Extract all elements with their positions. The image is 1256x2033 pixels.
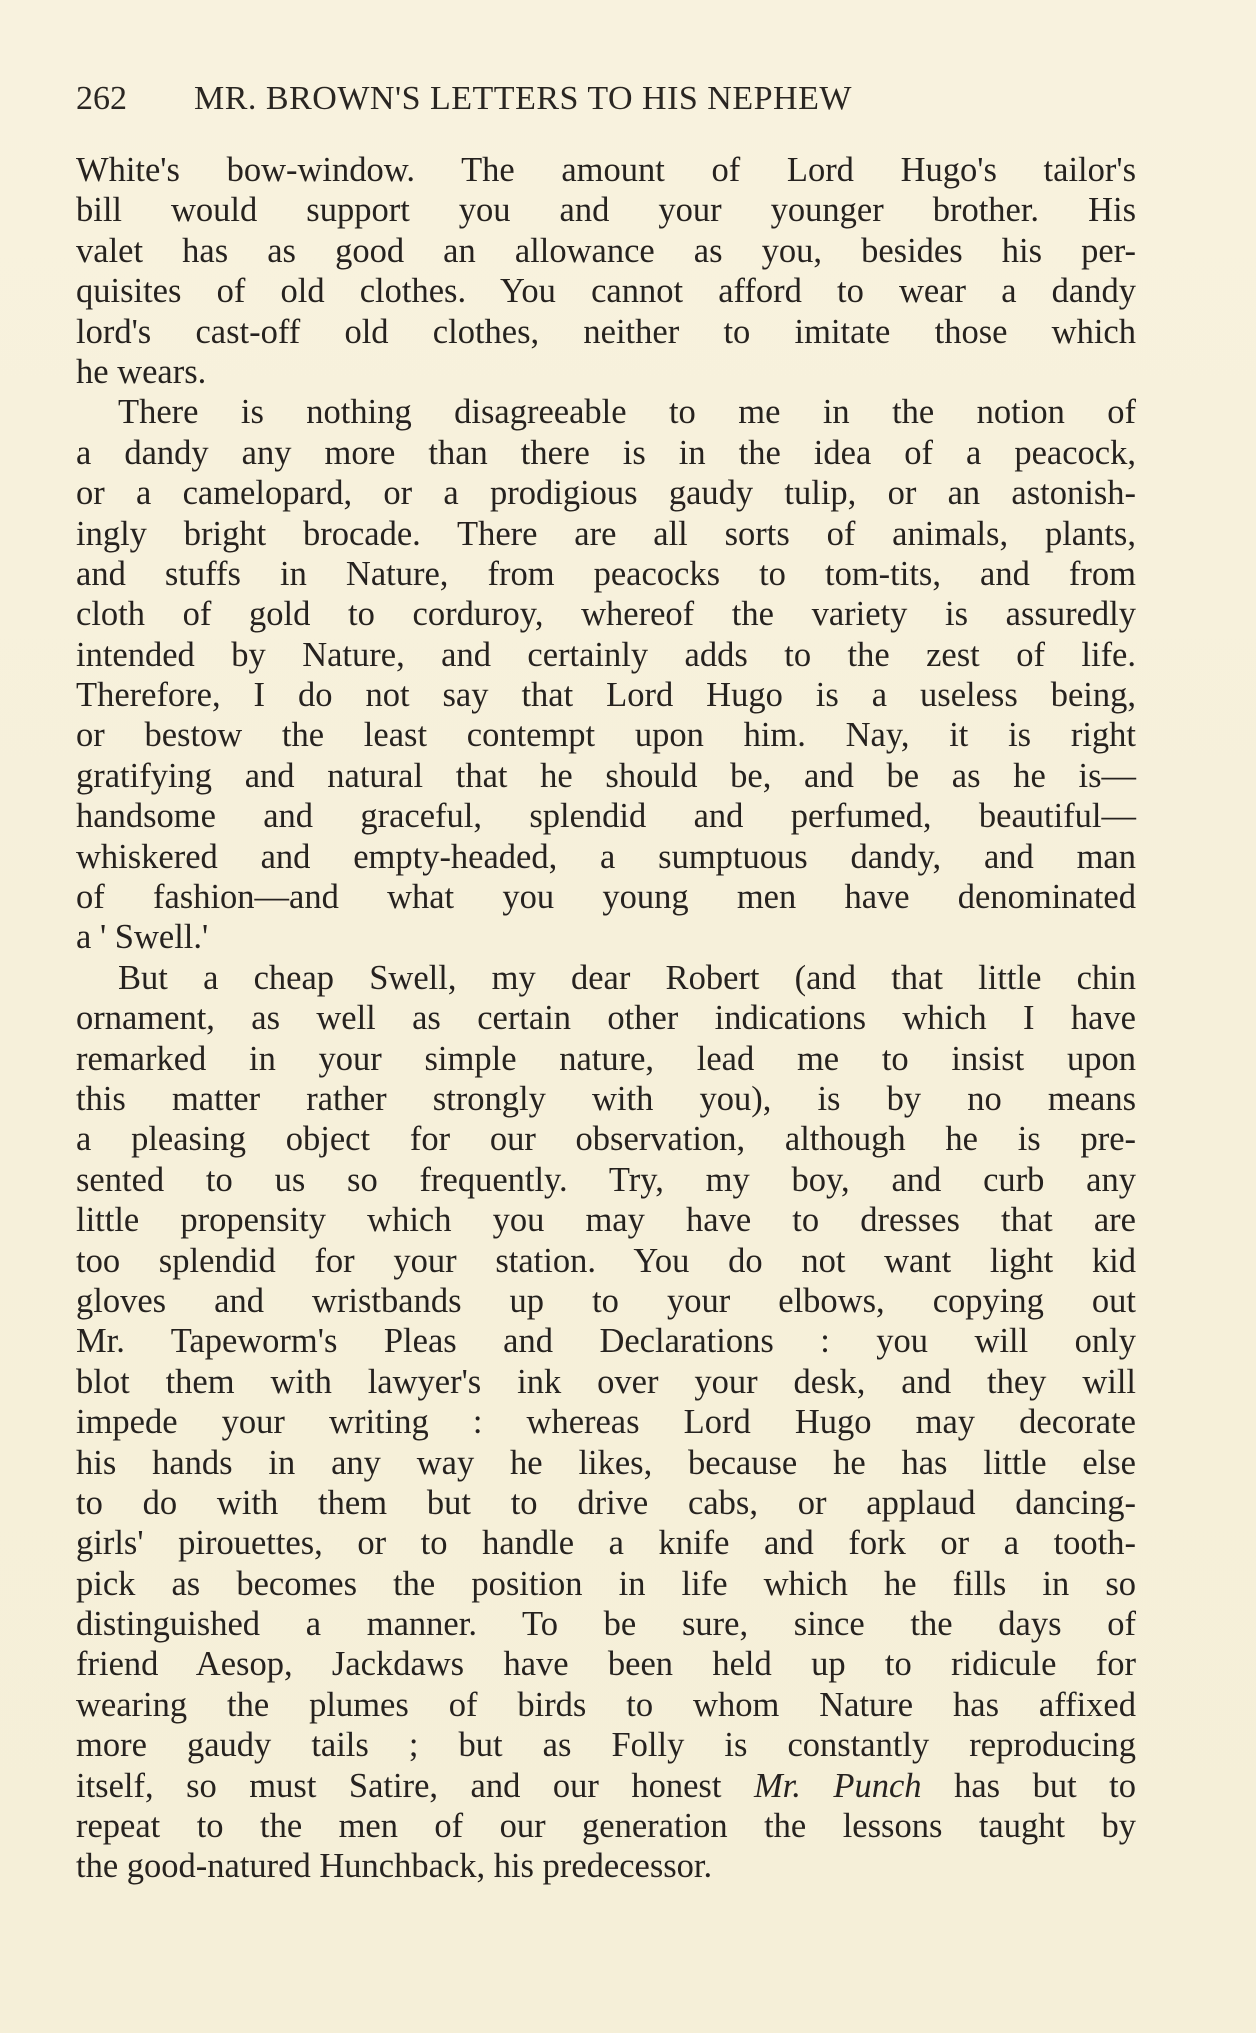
text-line: ornament, as well as certain other indications which I have (76, 999, 1136, 1038)
text-line: he wears. (76, 352, 207, 391)
text-line: too splendid for your station. You do not want light kid (76, 1241, 1136, 1280)
text-line: a dandy any more than there is in the idea of a peacock, (76, 433, 1136, 472)
text-line: remarked in your simple nature, lead me to insist upon (76, 1039, 1136, 1078)
text-line: wearing the plumes of birds to whom Nature has affixed (76, 1685, 1136, 1724)
text-line: the good-natured Hunchback, his predecessor. (76, 1847, 713, 1886)
page-number: 262 (76, 80, 127, 117)
text-line: little propensity which you may have to dresses that are (76, 1201, 1136, 1240)
text-line: pick as becomes the position in life which he fills in so (76, 1564, 1136, 1603)
text-line: and stuffs in Nature, from peacocks to tom-tits, and from (76, 554, 1136, 593)
text-line: or a camelopard, or a prodigious gaudy tulip, or an astonish- (76, 474, 1136, 513)
text-line: blot them with lawyer's ink over your desk, and they will (76, 1362, 1136, 1401)
text-line: sented to us so frequently. Try, my boy, and curb any (76, 1160, 1136, 1199)
text-line: cloth of gold to corduroy, whereof the variety is assuredly (76, 595, 1136, 634)
text-fragment: has but to (954, 1766, 1137, 1805)
text-line: quisites of old clothes. You cannot afford to wear a dandy (76, 272, 1136, 311)
text-line: to do with them but to drive cabs, or applaud dancing- (76, 1483, 1136, 1522)
text-line: whiskered and empty-headed, a sumptuous dandy, and man (76, 837, 1136, 876)
text-line: valet has as good an allowance as you, besides his per- (76, 231, 1136, 270)
text-line: this matter rather strongly with you), is by no means (76, 1079, 1136, 1118)
running-head (76, 80, 1136, 130)
text-line: Therefore, I do not say that Lord Hugo is a useless being, (76, 676, 1136, 715)
text-line: distinguished a manner. To be sure, since the days of (76, 1605, 1136, 1644)
text-line: bill would support you and your younger brother. His (76, 191, 1136, 230)
text-line: But a cheap Swell, my dear Robert (and that little chin (118, 958, 1136, 997)
text-line: of fashion—and what you young men have denominated (76, 878, 1136, 917)
text-line: impede your writing : whereas Lord Hugo may decorate (76, 1403, 1136, 1442)
text-line: his hands in any way he likes, because he has little else (76, 1443, 1136, 1482)
text-line: or bestow the least contempt upon him. Nay, it is right (76, 716, 1136, 755)
text-line: There is nothing disagreeable to me in the notion of (118, 393, 1136, 432)
italic-text: Mr. Punch (753, 1766, 922, 1805)
text-line: lord's cast-off old clothes, neither to imitate those which (76, 312, 1136, 351)
body-text (76, 150, 1136, 1887)
text-line: girls' pirouettes, or to handle a knife and fork or a tooth- (76, 1524, 1136, 1563)
text-line: gloves and wristbands up to your elbows, copying out (76, 1281, 1136, 1320)
text-line: a pleasing object for our observation, although he is pre- (76, 1120, 1136, 1159)
text-line: handsome and graceful, splendid and perfumed, beautiful— (76, 797, 1136, 836)
text-fragment: itself, so must Satire, and our honest (76, 1766, 722, 1805)
text-line: intended by Nature, and certainly adds to the zest of life. (76, 635, 1136, 674)
text-line: a ' Swell.' (76, 918, 209, 957)
text-line: White's bow-window. The amount of Lord Hugo's tailor's (76, 151, 1136, 189)
text-line: Mr. Tapeworm's Pleas and Declarations : you will only (76, 1322, 1136, 1361)
text-line: gratifying and natural that he should be, and be as he is— (76, 756, 1136, 795)
text-line (76, 1766, 1136, 1806)
running-title: MR. BROWN'S LETTERS TO HIS NEPHEW (194, 80, 852, 117)
text-line: friend Aesop, Jackdaws have been held up to ridicule for (76, 1645, 1136, 1684)
text-line: ingly bright brocade. There are all sorts of animals, plants, (76, 514, 1136, 553)
text-line: more gaudy tails ; but as Folly is constantly reproducing (76, 1726, 1136, 1765)
text-line: repeat to the men of our generation the lessons taught by (76, 1807, 1136, 1846)
